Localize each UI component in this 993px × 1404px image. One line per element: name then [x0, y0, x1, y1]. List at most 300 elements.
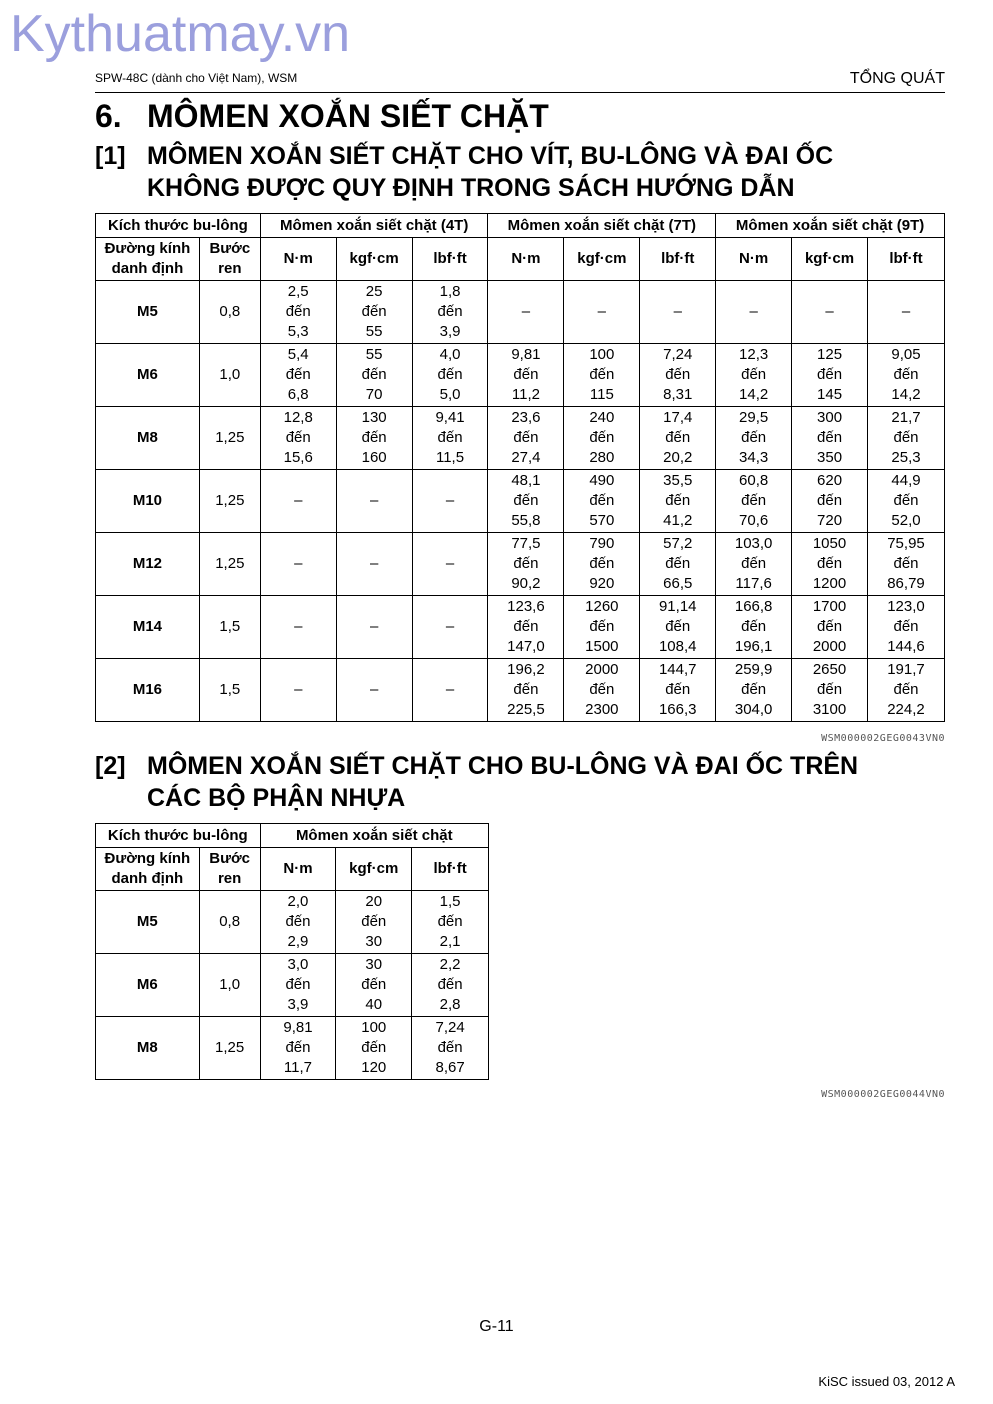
header-doc-title: SPW-48C (dành cho Việt Nam), WSM	[95, 71, 298, 85]
torque-value-cell	[260, 659, 336, 722]
torque-value-line: 103,0	[734, 535, 773, 552]
subsection-2-number: [2]	[95, 752, 126, 780]
table-group-header: Kích thước bu-lông	[96, 824, 261, 848]
torque-value-line: 52,0	[891, 512, 921, 529]
table-column-header: Bước ren	[199, 238, 260, 281]
torque-value-line: 30	[365, 956, 383, 973]
torque-value-line: đến	[893, 429, 919, 446]
torque-value-line: đến	[437, 1039, 463, 1056]
torque-table-general	[95, 213, 945, 722]
thread-pitch-cell: 1,5	[199, 659, 260, 722]
torque-value-cell	[640, 533, 716, 596]
torque-value-line: đến	[285, 366, 311, 383]
torque-value-line: –	[294, 618, 303, 635]
torque-value-line: đến	[665, 681, 691, 698]
torque-value-cell	[336, 596, 412, 659]
table-column-header: N·m	[488, 238, 564, 281]
torque-value-line: 1260	[585, 598, 619, 615]
table-row	[96, 344, 945, 407]
torque-value-cell	[336, 659, 412, 722]
thread-pitch-cell: 0,8	[199, 281, 260, 344]
torque-value-line: –	[521, 303, 531, 320]
torque-value-line: đến	[741, 492, 767, 509]
thread-pitch-cell: 1,25	[199, 407, 260, 470]
torque-value-line: đến	[665, 429, 691, 446]
torque-value-line: đến	[361, 303, 387, 320]
torque-value-cell	[868, 281, 945, 344]
torque-value-line: 12,8	[283, 409, 313, 426]
torque-value-line: 3,9	[439, 323, 461, 340]
torque-value-line: 14,2	[739, 386, 769, 403]
torque-value-line: 35,5	[663, 472, 693, 489]
table-group-header: Mômen xoắn siết chặt (4T)	[260, 214, 488, 238]
thread-pitch-cell: 1,0	[199, 344, 260, 407]
torque-value-cell	[336, 891, 412, 954]
torque-value-line: đến	[513, 429, 539, 446]
table-row	[96, 533, 945, 596]
torque-value-line: 7,24	[435, 1019, 465, 1036]
torque-value-cell	[336, 1017, 412, 1080]
torque-value-line: đến	[589, 366, 615, 383]
torque-value-cell	[488, 470, 564, 533]
torque-value-line: đến	[437, 429, 463, 446]
torque-value-line: đến	[589, 429, 615, 446]
torque-value-line: đến	[589, 681, 615, 698]
torque-value-line: 1700	[812, 598, 847, 615]
torque-value-line: đến	[437, 976, 463, 993]
torque-value-line: 48,1	[511, 472, 541, 489]
torque-value-cell	[716, 533, 792, 596]
torque-table-plastic	[95, 823, 489, 1080]
section-title: MÔMEN XOẮN SIẾT CHẶT	[147, 98, 549, 134]
torque-value-line: đến	[893, 618, 919, 635]
torque-value-cell	[792, 596, 868, 659]
torque-value-line: 259,9	[734, 661, 773, 678]
torque-value-line: 2300	[585, 701, 619, 718]
torque-value-cell	[412, 281, 488, 344]
torque-value-line: 2000	[812, 638, 847, 655]
subsection-1-title-line1: MÔMEN XOẮN SIẾT CHẶT CHO VÍT, BU-LÔNG VÀ ĐAI ỐC	[147, 142, 834, 170]
bolt-size-cell: M6	[96, 954, 200, 1017]
header-divider	[95, 92, 945, 93]
torque-value-line: 9,81	[283, 1019, 313, 1036]
torque-value-line: 2,1	[439, 933, 461, 950]
torque-value-line: đến	[361, 429, 387, 446]
torque-value-line: đến	[665, 492, 691, 509]
torque-value-cell	[260, 407, 336, 470]
torque-value-line: đến	[437, 913, 463, 930]
torque-value-cell	[792, 344, 868, 407]
torque-value-cell	[412, 1017, 489, 1080]
torque-value-line: 108,4	[658, 638, 697, 655]
torque-value-line: đến	[361, 913, 387, 930]
torque-value-line: 280	[589, 449, 615, 466]
torque-value-line: 2,5	[287, 283, 309, 300]
torque-value-line: 147,0	[507, 638, 545, 655]
torque-value-line: đến	[437, 303, 463, 320]
table-column-header: Đường kính danh định	[96, 238, 200, 281]
torque-value-cell	[716, 344, 792, 407]
torque-value-line: 1,5	[439, 893, 461, 910]
torque-value-line: đến	[741, 618, 767, 635]
torque-value-line: 2650	[812, 661, 847, 678]
torque-value-line: –	[825, 303, 834, 320]
torque-value-line: 15,6	[283, 449, 313, 466]
torque-value-cell	[412, 954, 489, 1017]
torque-value-line: đến	[361, 1039, 387, 1056]
torque-value-cell	[640, 470, 716, 533]
torque-value-line: 17,4	[663, 409, 693, 426]
torque-value-line: đến	[589, 555, 615, 572]
torque-value-cell	[412, 659, 488, 722]
torque-value-line: đến	[589, 618, 615, 635]
torque-value-cell	[412, 533, 488, 596]
torque-value-line: 115	[589, 386, 614, 403]
torque-value-line: 20	[365, 893, 383, 910]
torque-value-line: 100	[361, 1019, 387, 1036]
bolt-size-cell: M12	[96, 533, 200, 596]
torque-value-line: 123,6	[507, 598, 545, 615]
table-column-header: N·m	[716, 238, 792, 281]
torque-value-line: 1500	[585, 638, 619, 655]
torque-value-cell	[792, 470, 868, 533]
section-number: 6.	[95, 98, 122, 134]
torque-value-line: đến	[513, 366, 539, 383]
torque-value-line: 2,9	[287, 933, 309, 950]
torque-value-line: đến	[893, 555, 919, 572]
torque-value-line: 44,9	[891, 472, 921, 489]
torque-value-line: 9,41	[435, 409, 465, 426]
bolt-size-cell: M16	[96, 659, 200, 722]
torque-value-cell	[792, 659, 868, 722]
torque-value-line: 196,1	[734, 638, 773, 655]
torque-value-cell	[564, 596, 640, 659]
torque-value-line: đến	[285, 913, 311, 930]
torque-value-cell	[260, 596, 336, 659]
torque-value-cell	[792, 407, 868, 470]
torque-value-cell	[564, 344, 640, 407]
torque-value-line: 145	[817, 386, 843, 403]
torque-value-line: 30	[365, 933, 383, 950]
torque-value-line: 720	[817, 512, 843, 529]
torque-value-line: đến	[285, 303, 311, 320]
torque-value-line: 3,0	[287, 956, 309, 973]
torque-value-cell	[488, 659, 564, 722]
torque-value-line: 70,6	[739, 512, 769, 529]
torque-value-line: 9,05	[891, 346, 921, 363]
torque-value-line: –	[445, 555, 455, 572]
torque-value-cell	[868, 659, 945, 722]
torque-value-line: 191,7	[887, 661, 925, 678]
table-column-header: N·m	[260, 848, 336, 891]
header-section: TỔNG QUÁT	[849, 70, 945, 87]
table-row	[96, 281, 945, 344]
torque-value-line: 304,0	[734, 701, 773, 718]
table-row	[96, 954, 489, 1017]
torque-value-line: 2,2	[439, 956, 461, 973]
torque-value-line: –	[369, 618, 379, 635]
torque-value-line: đến	[285, 976, 311, 993]
torque-value-line: –	[597, 303, 606, 320]
torque-value-line: 790	[589, 535, 615, 552]
torque-value-line: 66,5	[663, 575, 693, 592]
torque-value-line: 225,5	[507, 701, 545, 718]
torque-value-line: 120	[361, 1059, 387, 1076]
torque-value-line: 2,0	[287, 893, 309, 910]
torque-value-line: 5,0	[439, 386, 461, 403]
table-group-header: Mômen xoắn siết chặt	[260, 824, 488, 848]
table-column-header: kgf·cm	[336, 238, 412, 281]
torque-value-cell	[260, 954, 336, 1017]
torque-value-cell	[640, 596, 716, 659]
torque-value-line: –	[673, 303, 682, 320]
torque-value-line: 14,2	[891, 386, 921, 403]
torque-value-line: 490	[589, 472, 615, 489]
torque-value-line: 90,2	[511, 575, 541, 592]
torque-value-cell	[336, 533, 412, 596]
table-row	[96, 596, 945, 659]
torque-value-line: –	[901, 303, 911, 320]
torque-value-line: đến	[817, 492, 843, 509]
table-row	[96, 470, 945, 533]
page-number: G-11	[479, 1318, 514, 1335]
thread-pitch-cell: 1,25	[199, 1017, 260, 1080]
torque-value-cell	[336, 470, 412, 533]
torque-value-line: 117,6	[735, 575, 772, 592]
table-column-header: lbf·ft	[868, 238, 945, 281]
torque-value-line: 2,8	[439, 996, 461, 1013]
torque-value-cell	[412, 344, 488, 407]
torque-value-line: 29,5	[739, 409, 769, 426]
torque-value-line: 6,8	[287, 386, 309, 403]
torque-value-cell	[716, 407, 792, 470]
torque-value-line: 1200	[812, 575, 847, 592]
torque-value-line: 25	[365, 283, 383, 300]
bolt-size-cell: M10	[96, 470, 200, 533]
table-column-header: lbf·ft	[412, 238, 488, 281]
table-column-header: Đường kính danh định	[96, 848, 200, 891]
torque-value-line: 34,3	[739, 449, 769, 466]
torque-value-line: đến	[513, 618, 539, 635]
torque-value-line: 920	[589, 575, 615, 592]
torque-value-line: 9,81	[511, 346, 541, 363]
torque-value-line: 5,4	[287, 346, 309, 363]
torque-value-cell	[336, 954, 412, 1017]
torque-value-line: –	[749, 303, 758, 320]
torque-value-line: đến	[741, 366, 767, 383]
torque-value-cell	[260, 470, 336, 533]
torque-value-line: 123,0	[887, 598, 925, 615]
torque-value-line: –	[369, 555, 379, 572]
table-column-header: Bước ren	[199, 848, 260, 891]
torque-value-line: 25,3	[891, 449, 921, 466]
torque-value-line: 5,3	[287, 323, 309, 340]
torque-value-cell	[488, 281, 564, 344]
subsection-2-title-line1: MÔMEN XOẮN SIẾT CHẶT CHO BU-LÔNG VÀ ĐAI ỐC TRÊN	[147, 752, 859, 780]
table-group-header: Kích thước bu-lông	[96, 214, 261, 238]
torque-value-line: –	[369, 681, 379, 698]
torque-value-cell	[640, 281, 716, 344]
torque-value-line: 125	[817, 346, 843, 363]
torque-value-cell	[868, 596, 945, 659]
torque-value-line: đến	[361, 366, 387, 383]
torque-value-line: 3,9	[287, 996, 309, 1013]
torque-value-line: đến	[817, 429, 843, 446]
table-column-header: kgf·cm	[336, 848, 412, 891]
torque-value-cell	[488, 533, 564, 596]
torque-value-line: 166,3	[658, 701, 697, 718]
table-row	[96, 1017, 489, 1080]
torque-value-cell	[868, 344, 945, 407]
torque-value-cell	[716, 596, 792, 659]
thread-pitch-cell: 1,25	[199, 470, 260, 533]
torque-value-cell	[868, 407, 945, 470]
torque-value-line: 144,7	[658, 661, 697, 678]
torque-value-line: 300	[817, 409, 843, 426]
torque-value-line: đến	[285, 1039, 311, 1056]
torque-value-line: đến	[817, 555, 843, 572]
torque-value-cell	[564, 470, 640, 533]
torque-value-line: 40	[365, 996, 383, 1013]
torque-value-line: 11,5	[435, 449, 465, 466]
torque-value-cell	[260, 344, 336, 407]
torque-value-line: đến	[513, 681, 539, 698]
torque-value-line: 11,2	[511, 386, 540, 403]
torque-value-line: đến	[741, 681, 767, 698]
torque-value-cell	[564, 533, 640, 596]
torque-value-line: 57,2	[663, 535, 693, 552]
torque-value-line: đến	[513, 555, 539, 572]
torque-value-line: 55	[365, 346, 383, 363]
table-group-header: Mômen xoắn siết chặt (7T)	[488, 214, 716, 238]
torque-value-cell	[868, 533, 945, 596]
torque-value-cell	[716, 281, 792, 344]
torque-value-line: đến	[513, 492, 539, 509]
torque-value-line: –	[445, 492, 455, 509]
torque-value-line: 91,14	[658, 598, 697, 615]
table-column-header: lbf·ft	[640, 238, 716, 281]
torque-value-cell	[640, 407, 716, 470]
torque-value-line: 3100	[812, 701, 847, 718]
torque-value-line: 1,8	[439, 283, 461, 300]
torque-value-line: –	[294, 681, 303, 698]
torque-value-cell	[488, 596, 564, 659]
torque-value-cell	[412, 596, 488, 659]
torque-value-line: –	[445, 618, 455, 635]
torque-value-cell	[640, 659, 716, 722]
document-code: WSM000002GEG0044VN0	[821, 1089, 945, 1100]
section-heading	[95, 98, 549, 135]
torque-value-line: 4,0	[439, 346, 461, 363]
torque-value-cell	[260, 1017, 336, 1080]
bolt-size-cell: M8	[96, 407, 200, 470]
torque-value-line: 70	[365, 386, 383, 403]
issue-note: KiSC issued 03, 2012 A	[818, 1374, 955, 1389]
torque-value-line: 21,7	[891, 409, 921, 426]
torque-value-line: 2000	[585, 661, 619, 678]
torque-value-cell	[260, 281, 336, 344]
torque-value-line: 7,24	[663, 346, 693, 363]
torque-value-line: 41,2	[663, 512, 693, 529]
torque-value-line: 166,8	[734, 598, 773, 615]
torque-value-line: 130	[361, 409, 387, 426]
torque-value-line: 77,5	[511, 535, 541, 552]
torque-value-line: 55,8	[511, 512, 541, 529]
table-column-header: N·m	[260, 238, 336, 281]
torque-value-line: đến	[817, 618, 843, 635]
torque-value-cell	[792, 281, 868, 344]
torque-value-line: 20,2	[663, 449, 693, 466]
table-column-header: lbf·ft	[412, 848, 489, 891]
bolt-size-cell: M5	[96, 281, 200, 344]
table-column-header: kgf·cm	[564, 238, 640, 281]
torque-value-line: đến	[361, 976, 387, 993]
torque-value-line: đến	[893, 681, 919, 698]
torque-value-line: 620	[817, 472, 843, 489]
torque-value-cell	[488, 344, 564, 407]
torque-value-cell	[336, 344, 412, 407]
table-row	[96, 659, 945, 722]
torque-value-cell	[260, 533, 336, 596]
torque-value-line: đến	[893, 366, 919, 383]
torque-value-line: đến	[437, 366, 463, 383]
torque-value-line: đến	[665, 555, 691, 572]
torque-value-line: 27,4	[511, 449, 541, 466]
thread-pitch-cell: 0,8	[199, 891, 260, 954]
torque-value-cell	[640, 344, 716, 407]
torque-value-line: 350	[817, 449, 843, 466]
torque-value-line: –	[294, 492, 303, 509]
torque-value-line: đến	[893, 492, 919, 509]
torque-value-cell	[488, 407, 564, 470]
torque-value-line: 60,8	[739, 472, 769, 489]
document-code: WSM000002GEG0043VN0	[821, 733, 945, 744]
bolt-size-cell: M5	[96, 891, 200, 954]
torque-value-line: đến	[665, 618, 691, 635]
torque-value-line: 570	[589, 512, 615, 529]
table-column-header: kgf·cm	[792, 238, 868, 281]
torque-value-cell	[564, 407, 640, 470]
torque-value-line: đến	[741, 429, 767, 446]
torque-value-line: 160	[361, 449, 387, 466]
torque-value-line: 23,6	[511, 409, 541, 426]
torque-value-cell	[412, 470, 488, 533]
torque-value-line: –	[369, 492, 379, 509]
table-group-header: Mômen xoắn siết chặt (9T)	[716, 214, 945, 238]
torque-value-cell	[716, 470, 792, 533]
subsection-1-heading	[95, 140, 833, 204]
torque-value-line: 1050	[812, 535, 847, 552]
thread-pitch-cell: 1,25	[199, 533, 260, 596]
torque-value-line: đến	[285, 429, 311, 446]
torque-value-line: 100	[589, 346, 615, 363]
torque-value-line: 55	[365, 323, 383, 340]
torque-value-line: 8,67	[435, 1059, 465, 1076]
bolt-size-cell: M14	[96, 596, 200, 659]
torque-value-cell	[412, 407, 488, 470]
torque-value-line: đến	[817, 366, 843, 383]
watermark-logo: Kythuatmay.vn	[10, 5, 351, 63]
torque-value-line: đến	[817, 681, 843, 698]
subsection-1-number: [1]	[95, 142, 126, 170]
subsection-2-title-line2: CÁC BỘ PHẬN NHỰA	[147, 784, 406, 812]
subsection-2-heading	[95, 750, 858, 814]
torque-value-line: 11,7	[283, 1059, 313, 1076]
torque-value-line: 196,2	[507, 661, 545, 678]
torque-value-line: 240	[589, 409, 615, 426]
bolt-size-cell: M6	[96, 344, 200, 407]
subsection-1-title-line2: KHÔNG ĐƯỢC QUY ĐỊNH TRONG SÁCH HƯỚNG DẪN	[147, 174, 795, 202]
